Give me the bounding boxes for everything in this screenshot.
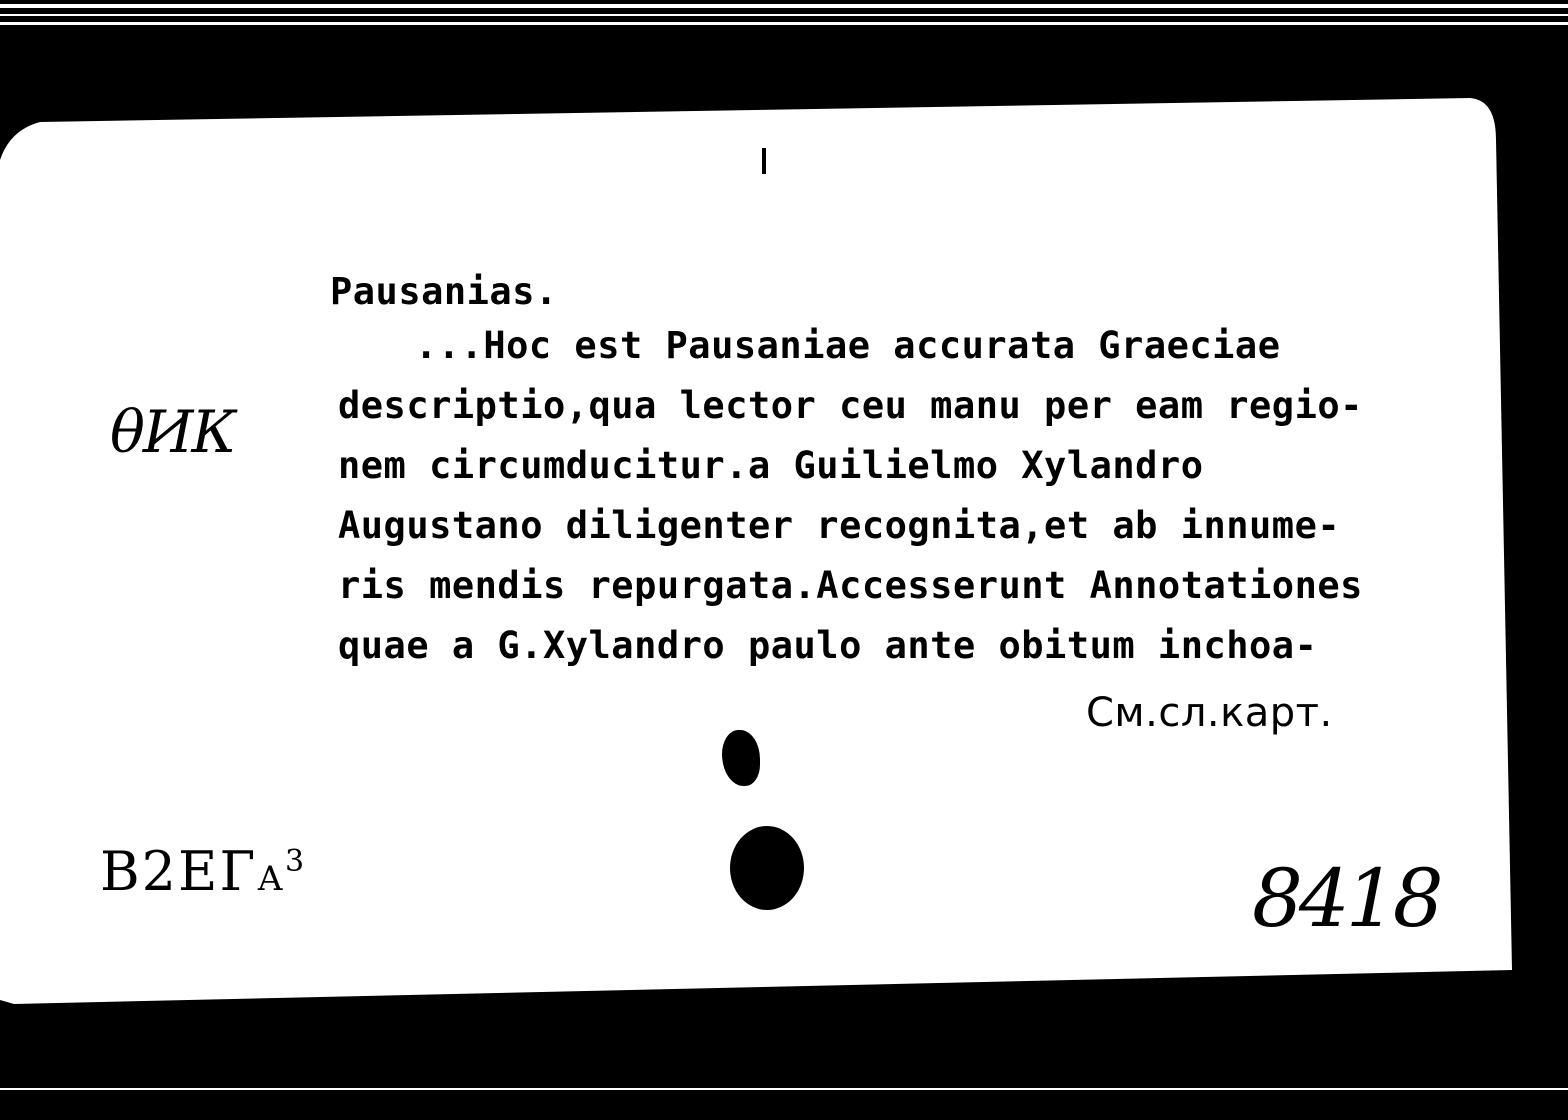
- call-number-sup: 3: [284, 844, 307, 879]
- card-title-line: descriptio,qua lector ceu manu per eam regio-: [338, 384, 1363, 427]
- punch-hole: [730, 826, 804, 910]
- card-title-line: quae a G.Xylandro paulo ante obitum inchoa-: [338, 624, 1318, 667]
- see-next-card-note: См.сл.карт.: [1086, 690, 1333, 736]
- card-title-line: Augustano diligenter recognita,et ab innume-: [338, 504, 1341, 547]
- card-title-line: ...Hoc est Pausaniae accurata Graeciae: [415, 324, 1281, 367]
- card-title-line: nem circumducitur.a Guilielmo Xylandro: [338, 444, 1204, 487]
- bottom-border-rule: [0, 1088, 1568, 1090]
- handwritten-shelf-mark: θИК: [110, 398, 235, 466]
- handwritten-card-number: 8418: [1252, 852, 1440, 945]
- card-title-line: ris mendis repurgata.Accesserunt Annotationes: [338, 564, 1363, 607]
- card-mark: [762, 148, 766, 174]
- call-number-main: В2ЕГ: [100, 840, 258, 903]
- handwritten-call-number: [100, 840, 306, 903]
- card-author-heading: Pausanias.: [330, 270, 558, 313]
- call-number-sub: А: [257, 859, 285, 899]
